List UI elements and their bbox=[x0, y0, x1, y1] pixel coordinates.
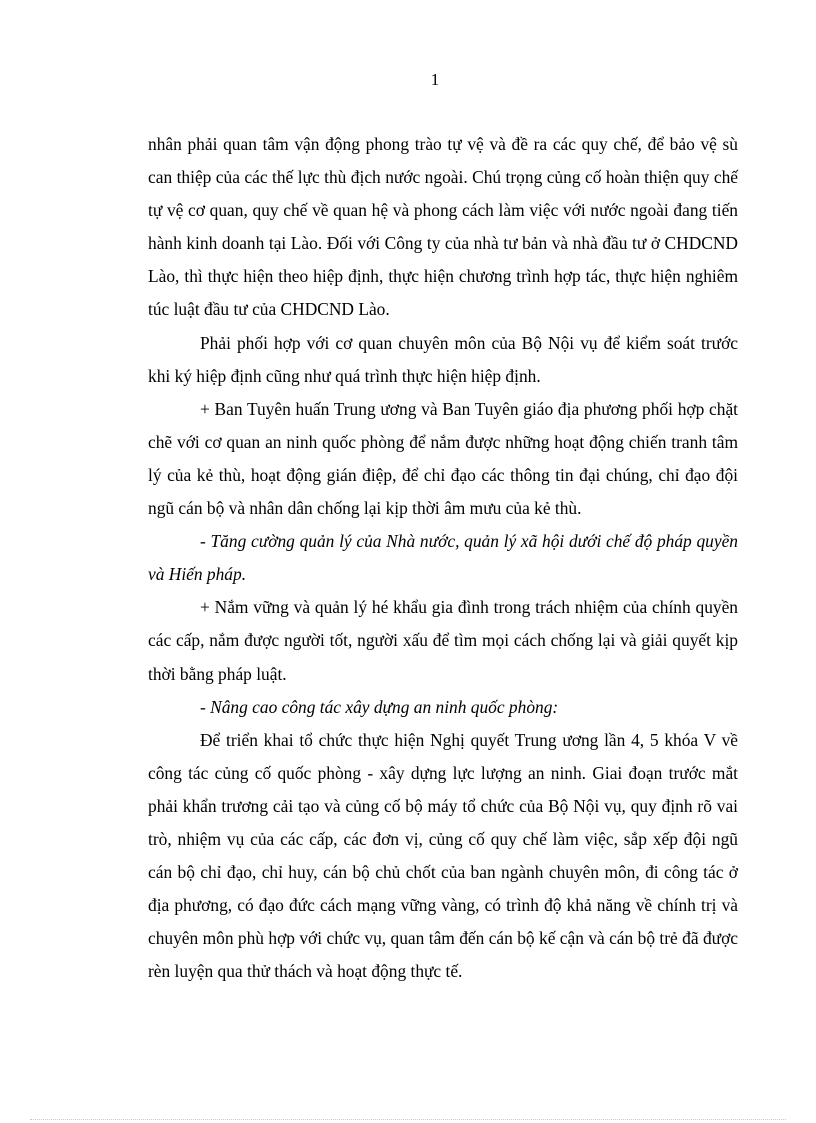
page-bottom-divider bbox=[30, 1119, 786, 1120]
paragraph-resolution-implementation: Để triển khai tổ chức thực hiện Nghị quyết Trung ương lần 4, 5 khóa V về công tác củng cố quốc phòng - xây dựng lực lượng an ninh. Giai đoạn trước mắt phải khẩn trương cải tạo và củng cố bộ máy tổ chức của Bộ Nội vụ, quy định rõ vai trò, nhiệm vụ của các cấp, các đơn vị, củng cố quy chế làm việc, sắp xếp đội ngũ cán bộ chỉ đạo, chỉ huy, cán bộ chủ chốt của ban ngành chuyên môn, đi công tác ở địa phương, có đạo đức cách mạng vững vàng, có trình độ khả năng về chính trị và chuyên môn phù hợp với chức vụ, quan tâm đến cán bộ kế cận và cán bộ trẻ đã được rèn luyện qua thử thách và hoạt động thực tế. bbox=[148, 729, 738, 982]
paragraph-coordination: Phải phối hợp với cơ quan chuyên môn của Bộ Nội vụ để kiểm soát trước khi ký hiệp định cũng như quá trình thực hiện hiệp định. bbox=[148, 332, 738, 386]
paragraph-propaganda: + Ban Tuyên huấn Trung ương và Ban Tuyên giáo địa phương phối hợp chặt chẽ với cơ quan an ninh quốc phòng để nắm được những hoạt động chiến tranh tâm lý của kẻ thù, hoạt động gián điệp, để chỉ đạo các thông tin đại chúng, chỉ đạo đội ngũ cán bộ và nhân dân chống lại kịp thời âm mưu của kẻ thù. bbox=[148, 398, 738, 519]
page-number: 1 bbox=[430, 70, 440, 89]
paragraph-household-registration: + Nắm vững và quản lý hé khẩu gia đình trong trách nhiệm của chính quyền các cấp, nắm được người tốt, người xấu để tìm mọi cách chống lại và giải quyết kịp thời bằng pháp luật. bbox=[148, 597, 738, 684]
paragraph-continuation: nhân phải quan tâm vận động phong trào tự vệ và đề ra các quy chế, để bảo vệ sù can thiệp của các thế lực thù địch nước ngoài. Chú trọng củng cố hoàn thiện quy chế tự vệ cơ quan, quy chế về quan hệ và phong cách làm việc với nước ngoài đang tiến hành kinh doanh tại Lào. Đối với Công ty của nhà tư bản và nhà đầu tư ở CHDCND Lào, thì thực hiện theo hiệp định, thực hiện chương trình hợp tác, thực hiện nghiêm túc luật đầu tư của CHDCND Lào. bbox=[148, 134, 738, 320]
document-body bbox=[148, 128, 738, 988]
paragraph-security-defense-heading: - Nâng cao công tác xây dựng an ninh quốc phòng: bbox=[200, 696, 559, 717]
paragraph-state-management-heading: - Tăng cường quản lý của Nhà nước, quản lý xã hội dưới chế độ pháp quyền và Hiến pháp. bbox=[148, 531, 738, 585]
